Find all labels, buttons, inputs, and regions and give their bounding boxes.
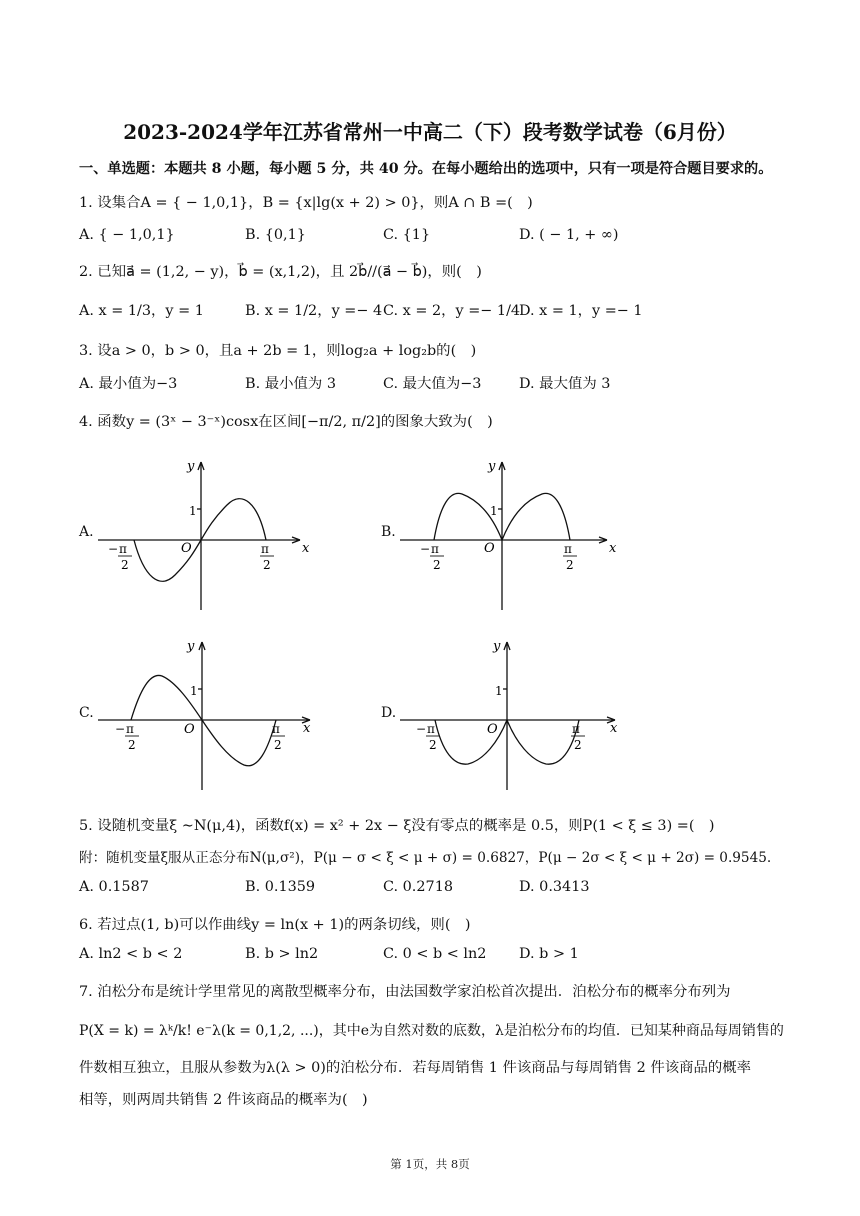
svg-text:−: − [108, 542, 119, 556]
svg-text:O: O [484, 541, 495, 556]
graph-c-label: C. [79, 705, 94, 721]
svg-text:−: − [115, 722, 126, 736]
one-label: 1 [189, 504, 197, 518]
svg-text:π: π [261, 542, 269, 556]
x-label: x [302, 541, 310, 556]
svg-text:x: x [610, 721, 618, 736]
q6-option-a: A. ln2 < b < 2 [79, 946, 183, 962]
question-7-line4: 相等，则两周共销售 2 件该商品的概率为( ) [79, 1092, 368, 1108]
svg-text:2: 2 [433, 558, 441, 572]
svg-text:O: O [487, 722, 498, 737]
svg-text:π: π [427, 722, 435, 736]
svg-text:y: y [488, 459, 496, 474]
question-2-stem: 2. 已知a⃗ = (1,2, − y)，b⃗ = (x,1,2)，且 2b⃗//(a⃗ − b⃗)，则( ) [79, 264, 482, 280]
q5-option-c: C. 0.2718 [383, 879, 453, 895]
q3-option-c: C. 最大值为−3 [383, 376, 482, 392]
q6-option-d: D. b > 1 [519, 946, 579, 962]
q1-option-d: D. ( − 1, + ∞) [519, 227, 619, 243]
svg-text:π: π [572, 722, 580, 736]
page-title: 2023-2024学年江苏省常州一中高二（下）段考数学试卷（6月份） [123, 120, 737, 144]
svg-text:x: x [609, 541, 617, 556]
svg-text:2: 2 [574, 738, 582, 752]
q3-option-d: D. 最大值为 3 [519, 376, 611, 392]
q2-option-d: D. x = 1，y =− 1 [519, 303, 643, 319]
svg-text:2: 2 [566, 558, 574, 572]
q5-option-a: A. 0.1587 [79, 879, 149, 895]
y-label: y [187, 459, 195, 474]
svg-text:−: − [416, 722, 427, 736]
svg-text:2: 2 [121, 558, 129, 572]
svg-text:2: 2 [263, 558, 271, 572]
question-7-line1: 7. 泊松分布是统计学里常见的离散型概率分布，由法国数学家泊松首次提出．泊松分布的概率分布列为 [79, 984, 731, 1000]
q1-option-c: C. {1} [383, 227, 431, 243]
svg-text:π: π [564, 542, 572, 556]
q5-option-b: B. 0.1359 [245, 879, 316, 895]
svg-text:−: − [420, 542, 431, 556]
svg-text:1: 1 [495, 684, 503, 698]
q6-option-c: C. 0 < b < ln2 [383, 946, 487, 962]
q2-option-b: B. x = 1/2，y =− 4 [245, 303, 383, 319]
q1-option-a: A. { − 1,0,1} [79, 227, 175, 243]
svg-text:1: 1 [490, 504, 498, 518]
section-heading: 一、单选题：本题共 8 小题，每小题 5 分，共 40 分。在每小题给出的选项中，只有一项是符合题目要求的。 [79, 161, 773, 177]
svg-text:π: π [119, 542, 127, 556]
question-4-stem: 4. 函数y = (3ˣ − 3⁻ˣ)cosx在区间[−π/2, π/2]的图象大致为( ) [79, 414, 493, 430]
svg-text:x: x [303, 721, 311, 736]
svg-text:π: π [126, 722, 134, 736]
graph-b-label: B. [381, 524, 396, 540]
svg-text:y: y [187, 639, 195, 654]
svg-text:O: O [184, 722, 195, 737]
q5-option-d: D. 0.3413 [519, 879, 590, 895]
graph-d-label: D. [381, 705, 397, 721]
question-3-stem: 3. 设a > 0，b > 0，且a + 2b = 1，则log₂a + log₂b的( ) [79, 343, 477, 359]
svg-text:2: 2 [274, 738, 282, 752]
question-1-stem: 1. 设集合A = { − 1,0,1}，B = {x|lg(x + 2) > 0}，则A ∩ B =( ) [79, 195, 533, 211]
q2-option-a: A. x = 1/3，y = 1 [79, 303, 204, 319]
question-6-stem: 6. 若过点(1, b)可以作曲线y = ln(x + 1)的两条切线，则( ) [79, 917, 471, 933]
question-5-stem: 5. 设随机变量ξ ∼N(μ,4)，函数f(x) = x² + 2x − ξ没有零点的概率是 0.5，则P(1 < ξ ≤ 3) =( ) [79, 818, 715, 834]
svg-text:2: 2 [128, 738, 136, 752]
question-7-line2: P(X = k) = λᵏ/k! e⁻λ(k = 0,1,2, ...)，其中e为自然对数的底数，λ是泊松分布的均值．已知某种商品每周销售的 [79, 1023, 784, 1039]
graph-a-label: A. [79, 524, 94, 540]
q1-option-b: B. {0,1} [245, 227, 306, 243]
q3-option-b: B. 最小值为 3 [245, 376, 337, 392]
question-7-line3: 件数相互独立，且服从参数为λ(λ > 0)的泊松分布．若每周销售 1 件该商品与每周销售 2 件该商品的概率 [79, 1060, 752, 1076]
q6-option-b: B. b > ln2 [245, 946, 319, 962]
question-5-note: 附：随机变量ξ服从正态分布N(μ,σ²)，P(μ − σ < ξ < μ + σ) = 0.6827，P(μ − 2σ < ξ < μ + 2σ) = 0.9545. [79, 850, 772, 866]
origin-label: O [181, 541, 192, 556]
q2-option-c: C. x = 2，y =− 1/4 [383, 303, 521, 319]
svg-text:1: 1 [190, 684, 198, 698]
page-footer: 第 1页，共 8页 [390, 1157, 470, 1171]
svg-text:2: 2 [429, 738, 437, 752]
svg-text:π: π [272, 722, 280, 736]
svg-text:y: y [493, 639, 501, 654]
svg-text:π: π [431, 542, 439, 556]
q3-option-a: A. 最小值为−3 [79, 376, 178, 392]
